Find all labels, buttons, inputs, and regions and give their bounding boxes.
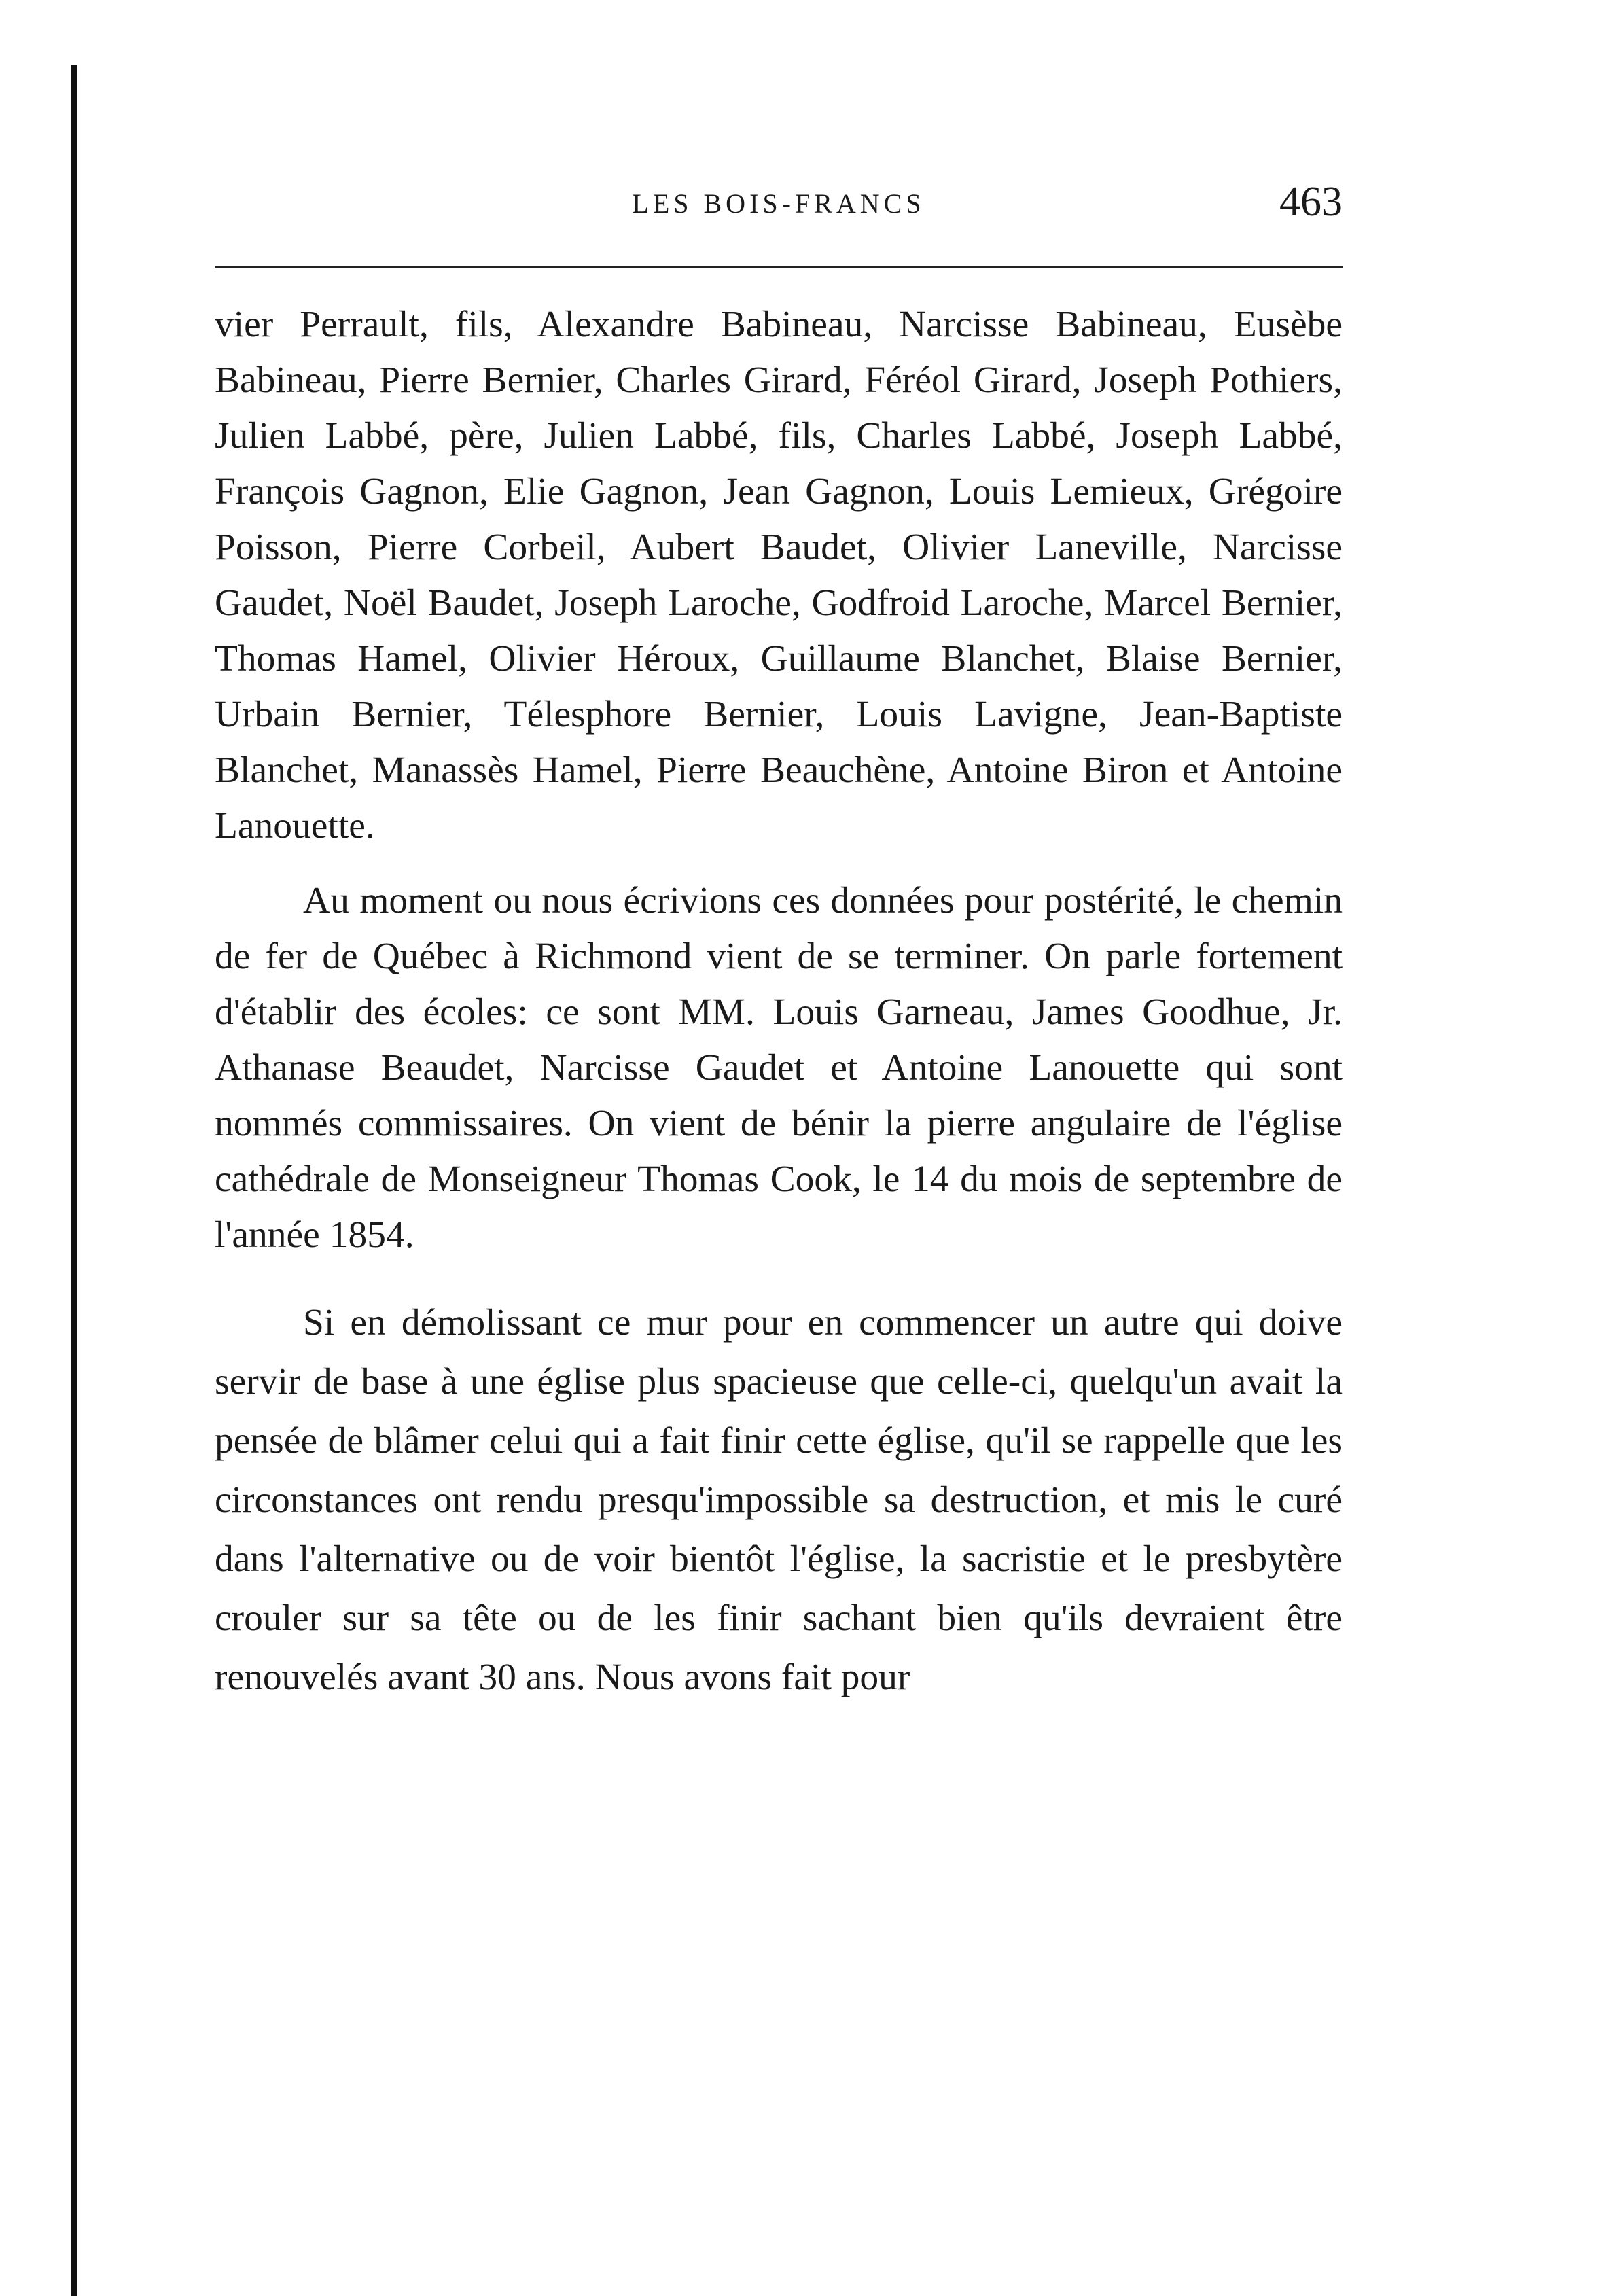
binding-edge-line: [71, 65, 77, 2296]
page-number: 463: [1279, 179, 1343, 225]
header-rule: [215, 266, 1343, 268]
book-page: [215, 179, 1343, 1707]
body-text: [215, 297, 1343, 1707]
running-title: LES BOIS-FRANCS: [632, 188, 925, 219]
paragraph: Si en démolissant ce mur pour en commencer un autre qui doive servir de base à une église plus spacieuse que celle-ci, quelqu'un avait la pensée de blâmer celui qui a fait finir cette église, qu'il se rappelle que les circonstances ont rendu presqu'impossible sa destruction, et mis le curé dans l'alternative ou de voir bientôt l'église, la sacristie et le presbytère crouler sur sa tête ou de les finir sachant bien qu'ils devraient être renouvelés avant 30 ans. Nous avons fait pour: [215, 1302, 1343, 1698]
paragraph: Au moment ou nous écrivions ces données pour postérité, le chemin de fer de Québec à Richmond vient de se terminer. On parle fortement d'établir des écoles: ce sont MM. Louis Garneau, James Goodhue, Jr. Athanase Beaudet, Narcisse Gaudet et Antoine Lanouette qui sont nommés commissaires. On vient de bénir la pierre angulaire de l'église cathédrale de Monseigneur Thomas Cook, le 14 du mois de septembre de l'année 1854.: [215, 880, 1343, 1256]
paragraph-continued: vier Perrault, fils, Alexandre Babineau, Narcisse Babineau, Eusèbe Babineau, Pierre Bernier, Charles Girard, Féréol Girard, Joseph Pothiers, Julien Labbé, père, Julien Labbé, fils, Charles Labbé, Joseph Labbé, François Gagnon, Elie Gagnon, Jean Gagnon, Louis Lemieux, Grégoire Poisson, Pierre Corbeil, Aubert Baudet, Olivier Laneville, Narcisse Gaudet, Noël Baudet, Joseph Laroche, Godfroid Laroche, Marcel Bernier, Thomas Hamel, Olivier Héroux, Guillaume Blanchet, Blaise Bernier, Urbain Bernier, Télesphore Bernier, Louis Lavigne, Jean-Baptiste Blanchet, Manassès Hamel, Pierre Beauchène, Antoine Biron et Antoine Lanouette.: [215, 304, 1343, 847]
running-head: [215, 179, 1343, 238]
